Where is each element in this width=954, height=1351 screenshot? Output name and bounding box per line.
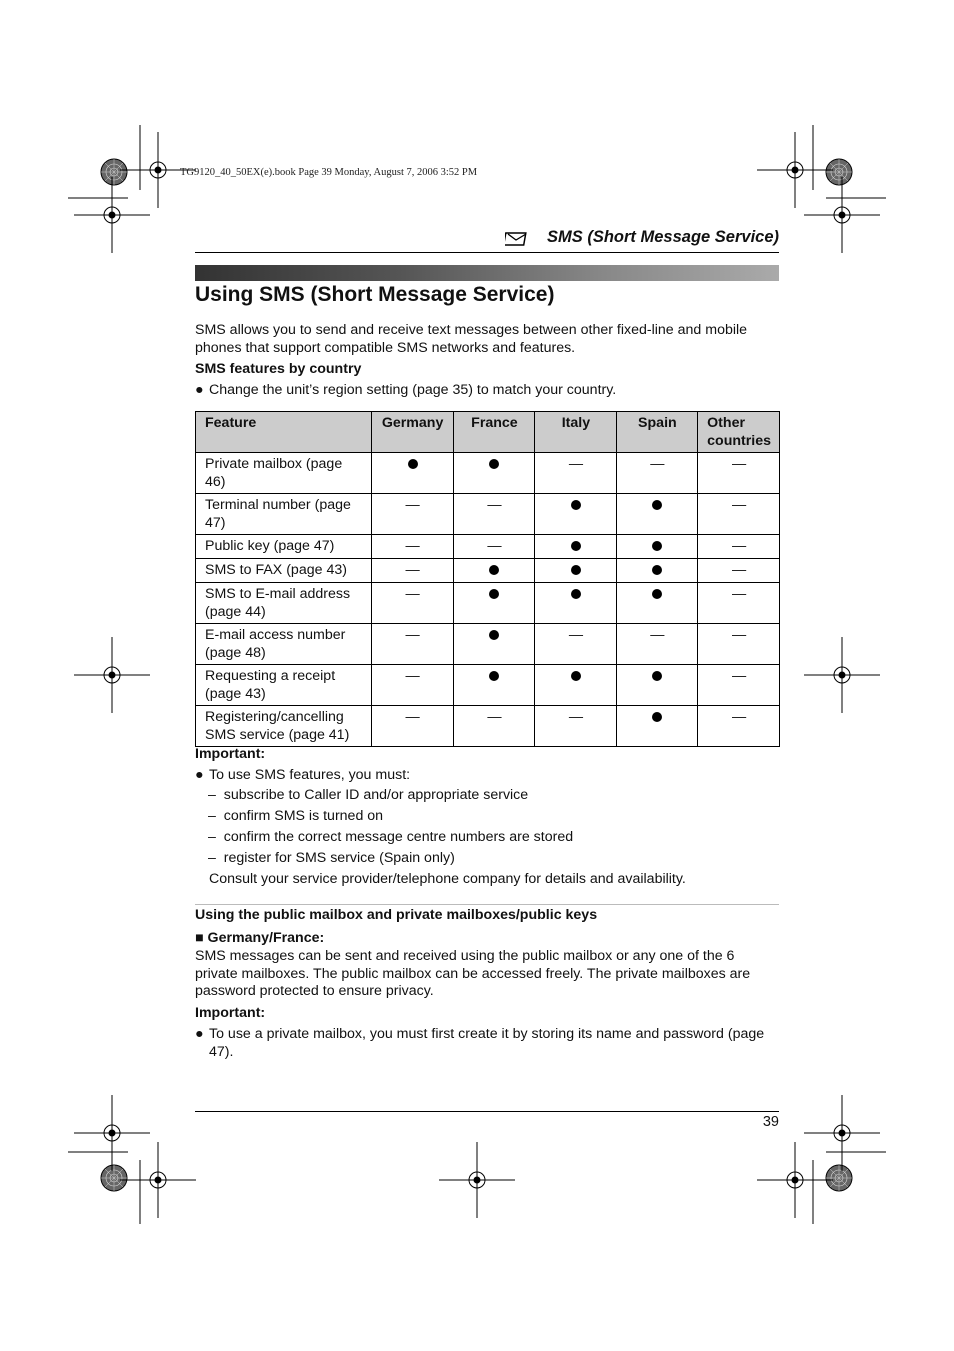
table-header: Feature	[196, 412, 372, 453]
not-supported-dash: —	[371, 583, 453, 624]
not-supported-dash: —	[698, 535, 780, 559]
not-supported-dash: —	[535, 624, 616, 665]
table-header: Germany	[371, 412, 453, 453]
section-title: SMS (Short Message Service)	[547, 228, 779, 246]
supported-dot-icon	[453, 624, 535, 665]
list-item: – confirm SMS is turned on	[208, 808, 384, 824]
not-supported-dash: —	[453, 494, 535, 535]
important-label: Important:	[195, 746, 266, 762]
supported-dot-icon	[616, 665, 698, 706]
supported-dot-icon	[453, 665, 535, 706]
list-item: – confirm the correct message centre numbers are stored	[208, 829, 574, 845]
dot-icon	[652, 541, 662, 551]
not-supported-dash: —	[698, 559, 780, 583]
not-supported-dash: —	[698, 494, 780, 535]
dot-icon	[652, 565, 662, 575]
mailbox-subheading: ■ Germany/France:	[195, 930, 325, 946]
table-row	[196, 665, 780, 706]
dot-icon	[571, 541, 581, 551]
feature-cell: SMS to E-mail address (page 44)	[196, 583, 372, 624]
table-header: Italy	[535, 412, 616, 453]
print-info: TG9120_40_50EX(e).book Page 39 Monday, August 7, 2006 3:52 PM	[180, 167, 478, 178]
page-title: Using SMS (Short Message Service)	[195, 283, 555, 306]
rosette-mark-top-right	[826, 159, 852, 185]
supported-dot-icon	[616, 535, 698, 559]
supported-dot-icon	[616, 583, 698, 624]
dot-icon	[489, 671, 499, 681]
table-row	[196, 624, 780, 665]
table-row	[196, 559, 780, 583]
dot-icon	[571, 500, 581, 510]
feature-cell: SMS to FAX (page 43)	[196, 559, 372, 583]
mailbox-heading: Using the public mailbox and private mailboxes/public keys	[195, 907, 598, 923]
rosette-mark-bottom-right	[826, 1165, 852, 1191]
supported-dot-icon	[616, 706, 698, 747]
dot-icon	[571, 671, 581, 681]
supported-dot-icon	[453, 583, 535, 624]
not-supported-dash: —	[616, 624, 698, 665]
square-bullet-icon: ■	[195, 930, 204, 946]
supported-dot-icon	[616, 559, 698, 583]
envelope-icon	[505, 232, 527, 246]
supported-dot-icon	[535, 665, 616, 706]
dot-icon	[652, 589, 662, 599]
table-header-row	[196, 412, 780, 453]
dot-icon	[489, 630, 499, 640]
table-row	[196, 535, 780, 559]
divider	[195, 904, 779, 905]
consult-text: Consult your service provider/telephone company for details and availability.	[209, 871, 686, 887]
dot-icon	[652, 500, 662, 510]
not-supported-dash: —	[535, 706, 616, 747]
table-row	[196, 494, 780, 535]
dot-icon	[652, 671, 662, 681]
dot-icon	[571, 589, 581, 599]
bullet-icon: ●	[195, 767, 204, 783]
supported-dot-icon	[535, 535, 616, 559]
table-header: Spain	[616, 412, 698, 453]
not-supported-dash: —	[616, 453, 698, 494]
rosette-mark-bottom-left	[101, 1165, 127, 1191]
not-supported-dash: —	[371, 665, 453, 706]
features-table	[195, 411, 780, 747]
footer-rule	[195, 1111, 779, 1112]
feature-cell: Requesting a receipt (page 43)	[196, 665, 372, 706]
supported-dot-icon	[616, 494, 698, 535]
supported-dot-icon	[371, 453, 453, 494]
table-header: France	[453, 412, 535, 453]
section-header	[195, 226, 779, 253]
page-number: 39	[762, 1114, 779, 1130]
dot-icon	[652, 712, 662, 722]
bullet-icon: ●	[195, 382, 204, 398]
not-supported-dash: —	[698, 583, 780, 624]
feature-cell: Private mailbox (page 46)	[196, 453, 372, 494]
not-supported-dash: —	[371, 624, 453, 665]
features-heading: SMS features by country	[195, 361, 362, 377]
feature-cell: E-mail access number (page 48)	[196, 624, 372, 665]
supported-dot-icon	[453, 559, 535, 583]
not-supported-dash: —	[371, 559, 453, 583]
supported-dot-icon	[535, 583, 616, 624]
table-row	[196, 453, 780, 494]
not-supported-dash: —	[535, 453, 616, 494]
title-bar	[195, 265, 779, 281]
intro-text: SMS allows you to send and receive text messages between other fixed-line and mobile phones that support compatible SMS networks and features.	[195, 322, 748, 356]
dot-icon	[489, 589, 499, 599]
not-supported-dash: —	[453, 706, 535, 747]
mailbox-important-label: Important:	[195, 1005, 266, 1021]
rosette-mark-top-left	[101, 159, 127, 185]
not-supported-dash: —	[371, 494, 453, 535]
supported-dot-icon	[535, 494, 616, 535]
feature-cell: Public key (page 47)	[196, 535, 372, 559]
dot-icon	[408, 459, 418, 469]
table-row	[196, 706, 780, 747]
mailbox-text: SMS messages can be sent and received using the public mailbox or any one of the 6 private mailboxes. The public mailbox can be accessed freely. The private mailboxes are password protected to ensure privacy.	[195, 948, 751, 999]
list-item: – subscribe to Caller ID and/or appropriate service	[208, 787, 529, 803]
dot-icon	[571, 565, 581, 575]
supported-dot-icon	[535, 559, 616, 583]
supported-dot-icon	[453, 453, 535, 494]
bullet-icon: ●	[195, 1026, 204, 1042]
feature-cell: Terminal number (page 47)	[196, 494, 372, 535]
table-row	[196, 583, 780, 624]
not-supported-dash: —	[698, 706, 780, 747]
dot-icon	[489, 459, 499, 469]
not-supported-dash: —	[698, 624, 780, 665]
not-supported-dash: —	[698, 665, 780, 706]
dot-icon	[489, 565, 499, 575]
not-supported-dash: —	[453, 535, 535, 559]
list-item: – register for SMS service (Spain only)	[208, 850, 455, 866]
not-supported-dash: —	[371, 706, 453, 747]
not-supported-dash: —	[371, 535, 453, 559]
not-supported-dash: —	[698, 453, 780, 494]
table-header: Other countries	[698, 412, 780, 453]
feature-cell: Registering/cancelling SMS service (page 41)	[196, 706, 372, 747]
